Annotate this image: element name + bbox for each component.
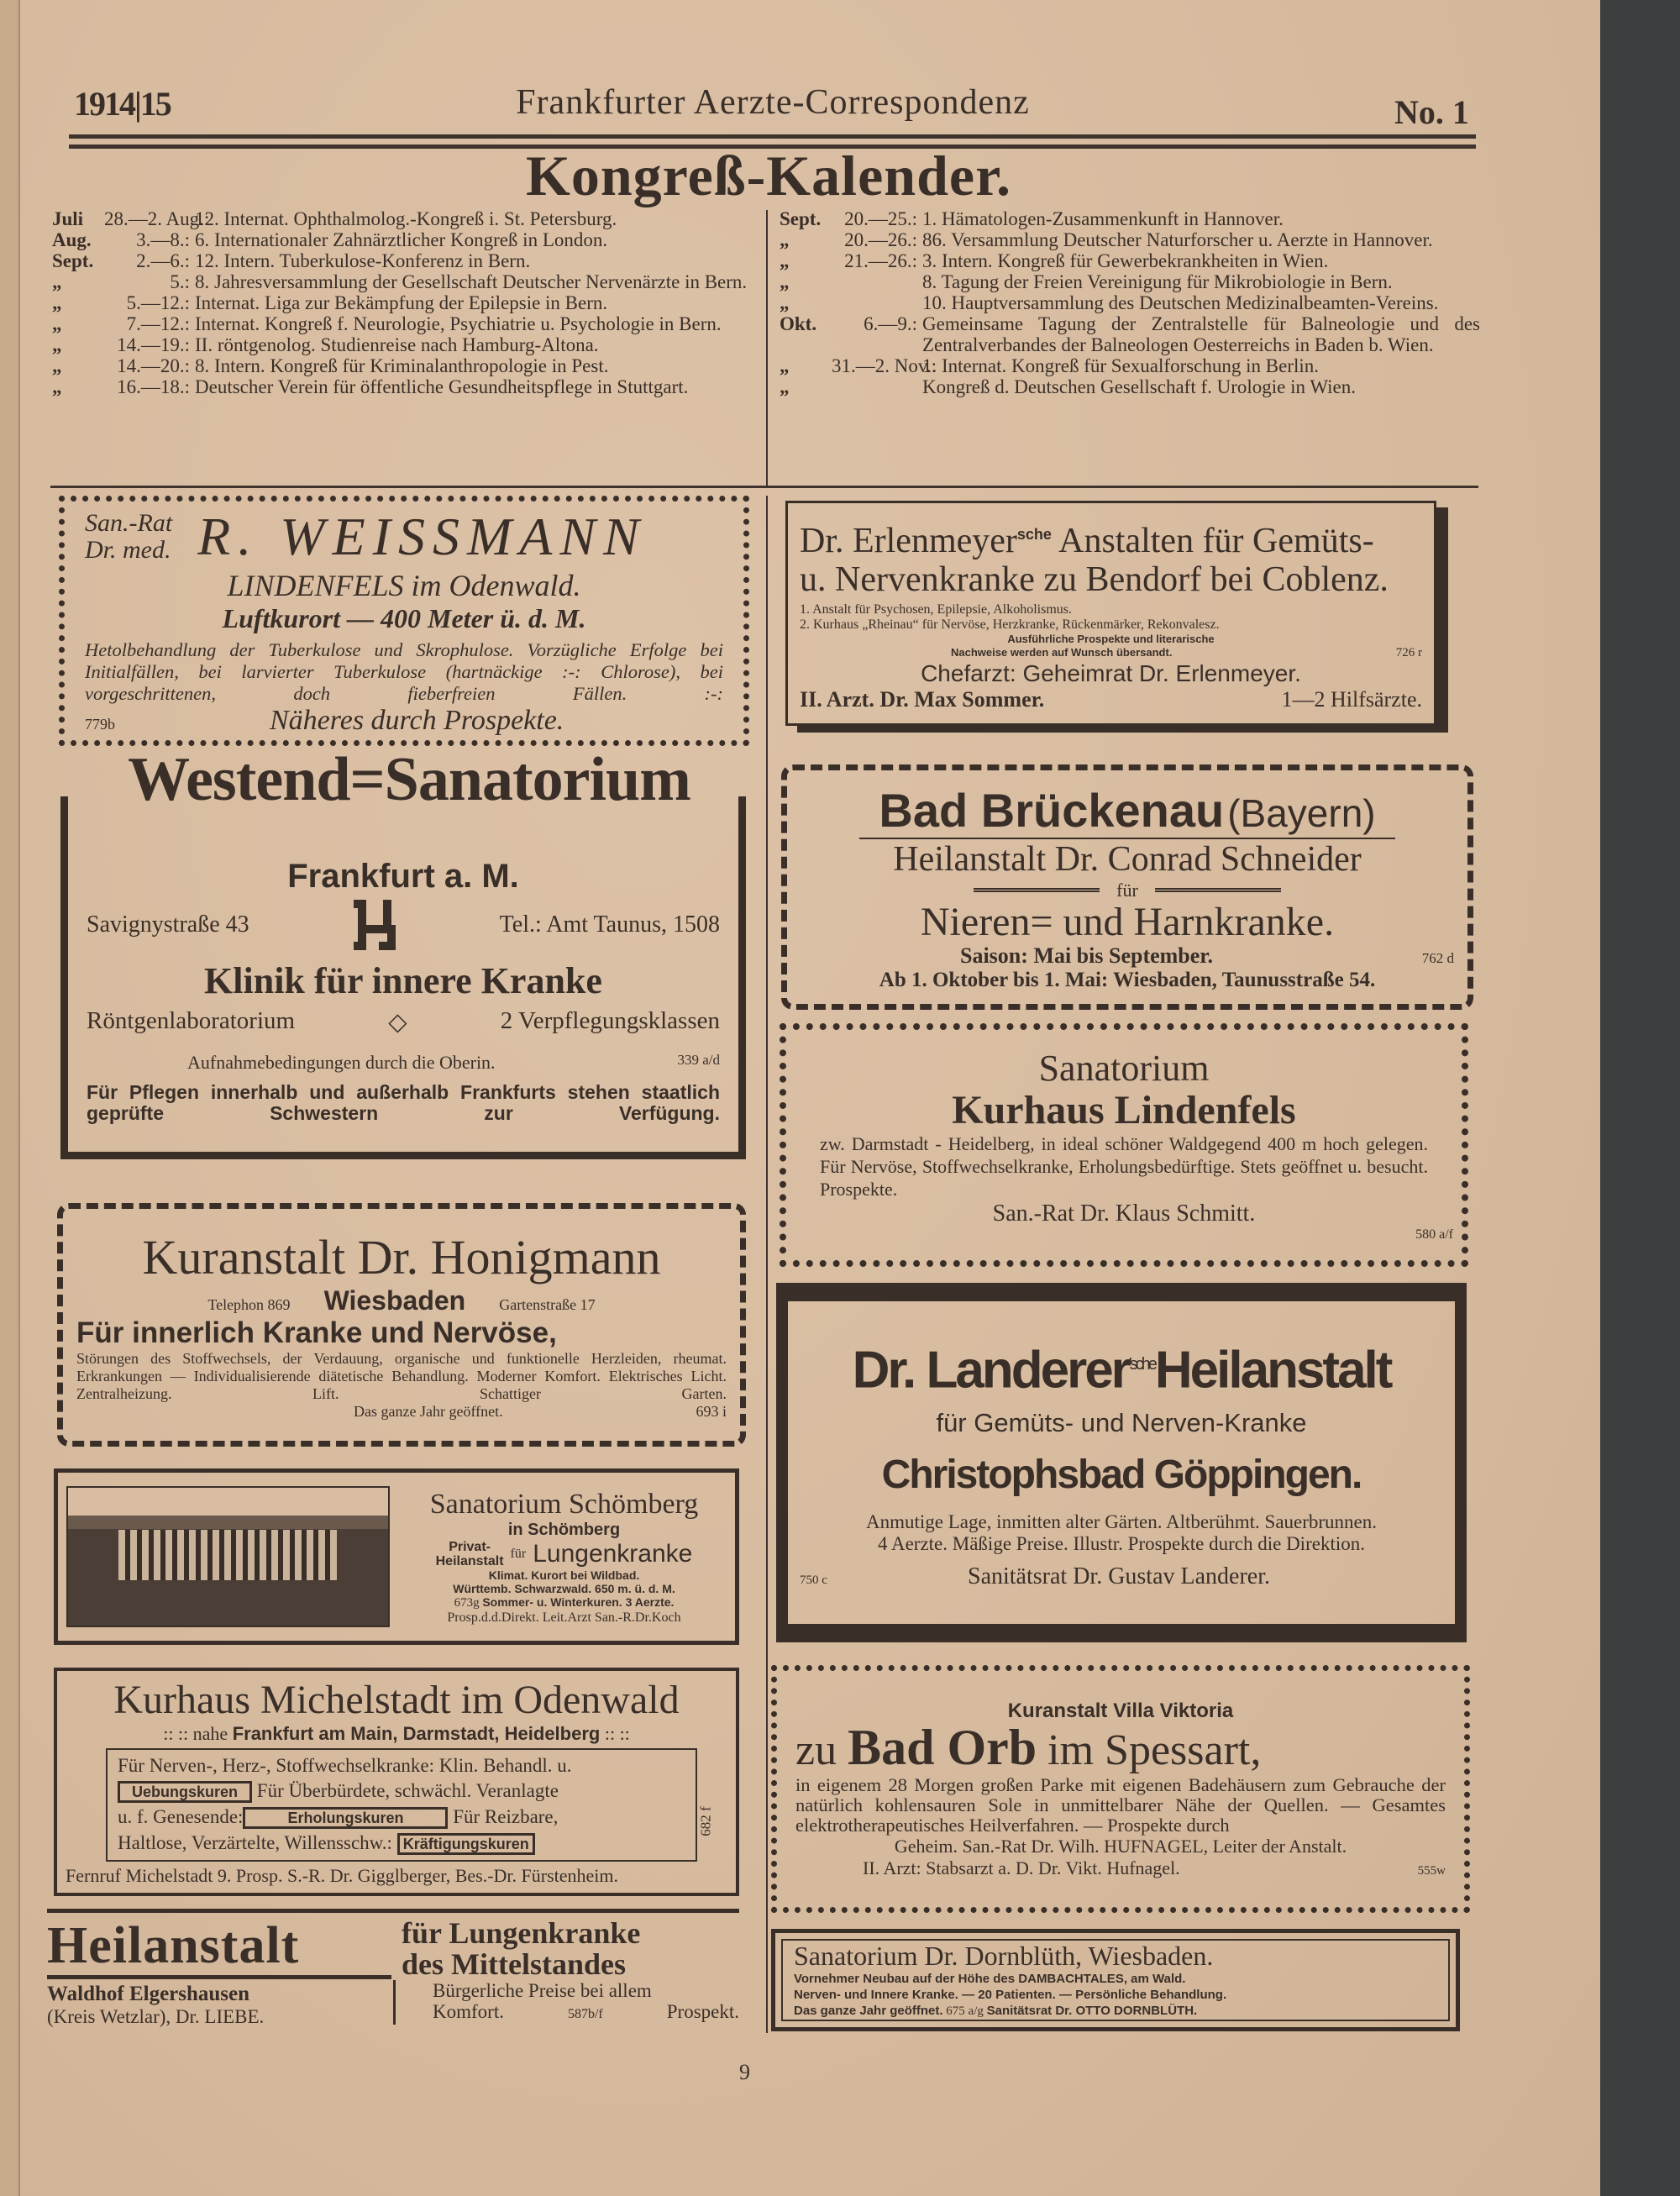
ad-westend xyxy=(60,745,746,1159)
ad-label: zu xyxy=(795,1726,837,1774)
ad-line: Komfort. xyxy=(433,2001,504,2022)
calendar-title: Kongreß-Kalender. xyxy=(525,144,1012,208)
ad-brueckenau xyxy=(781,764,1473,1010)
calendar-event: 10. Hauptversammlung des Deutschen Medizinalbeamten-Vereins. xyxy=(922,292,1439,313)
calendar-entry xyxy=(52,208,756,229)
ad-title: Kurhaus Lindenfels xyxy=(952,1087,1296,1132)
calendar-event: Internat. Kongreß f. Neurologie, Psychiatrie u. Psychologie in Bern. xyxy=(195,313,722,334)
ad-title-suffix: sche xyxy=(1016,525,1052,543)
calendar-month: „ xyxy=(52,313,62,334)
calendar-date: 7.—12.: xyxy=(126,313,190,334)
calendar-event: Kongreß d. Deutschen Gesellschaft f. Urologie in Wien. xyxy=(922,376,1357,397)
ad-name: Bad Orb xyxy=(848,1719,1037,1775)
calendar-entry xyxy=(780,292,1480,313)
calendar-date: 5.: xyxy=(170,271,190,292)
calendar-date: 3.—8.: xyxy=(136,229,190,250)
ad-open: Das ganze Jahr geöffnet. xyxy=(354,1403,503,1420)
ad-title: Kuranstalt Villa Viktoria xyxy=(1007,1699,1234,1722)
calendar-entry xyxy=(780,208,1480,229)
sanatorium-engraving-image xyxy=(66,1486,390,1627)
ad-title: Kuranstalt Dr. Honigmann xyxy=(142,1230,661,1285)
ad-code: 682 f xyxy=(697,1806,714,1836)
ad-code: 675 a/g xyxy=(946,2004,984,2018)
calendar-entry xyxy=(780,313,1480,355)
volume-label: 1914|15 xyxy=(74,85,171,123)
calendar-date: 28.—2. Aug.: xyxy=(104,208,210,229)
ad-title: Dr. Erlenmeyer xyxy=(800,521,1017,560)
calendar-event: 8. Intern. Kongreß für Kriminalanthropologie in Pest. xyxy=(195,355,609,376)
ad-footer: Fernruf Michelstadt 9. Prosp. S.-R. Dr. Gigglberger, Bes.-Dr. Fürstenheim. xyxy=(66,1865,619,1886)
column-divider xyxy=(766,210,768,486)
calendar-entry xyxy=(780,376,1480,397)
ad-line: Prospekt. xyxy=(666,2001,739,2022)
ad-line: Haltlose, Verzärtelte, Willensschw.: xyxy=(118,1832,392,1853)
calendar-month: „ xyxy=(780,271,790,292)
calendar-event: II. röntgenolog. Studienreise nach Hamburg-Altona. xyxy=(195,334,599,355)
ad-lab: Röntgenlaboratorium xyxy=(87,1007,296,1034)
calendar-entry xyxy=(52,334,756,355)
cross-symbol-icon xyxy=(354,896,396,954)
ad-specialty: Nieren= und Harnkranke. xyxy=(920,899,1335,944)
ad-subtitle: für Lungenkranke xyxy=(402,1916,641,1950)
ad-city: Wiesbaden xyxy=(323,1285,466,1316)
ad-line: Nachweise werden auf Wunsch übersandt. xyxy=(951,645,1173,659)
calendar-event: Deutscher Verein für öffentliche Gesundheitspflege in Stuttgart. xyxy=(195,376,689,397)
calendar-date: 31.—2. Nov.: xyxy=(832,355,937,376)
ad-body: Hetolbehandlung der Tuberkulose und Skrophulose. Vorzügliche Erfolge bei Initialfällen, bei larvierter Tuberkulose (hartnäckige :-: Chlorose), bei vorgeschrittenen, doch fieberfreien Fällen. :-: xyxy=(85,638,723,704)
ad-season: Saison: Mai bis September. xyxy=(960,943,1213,968)
column-divider xyxy=(766,496,768,2033)
ad-subtitle: Luftkurort — 400 Meter ü. d. M. xyxy=(222,602,586,633)
treatment-box xyxy=(106,1748,714,1862)
calendar-month: „ xyxy=(52,271,62,292)
ad-title: Sanatorium xyxy=(1038,1047,1210,1089)
calendar-date xyxy=(832,292,922,313)
ad-code: 555w xyxy=(1417,1863,1446,1878)
ad-title: Sanatorium Schömberg xyxy=(429,1488,699,1520)
calendar-month: Sept. xyxy=(52,250,94,271)
ad-place: Waldhof Elgershausen xyxy=(47,1983,250,2005)
ad-boxed-label: Uebungskuren xyxy=(118,1781,252,1803)
issue-number: No. 1 xyxy=(1394,93,1469,131)
ad-line: Nerven- und Innere Kranke. — 20 Patienten. — Persönliche Behandlung. xyxy=(794,1988,1227,2002)
ad-place: (Kreis Wetzlar), Dr. LIEBE. xyxy=(47,2006,265,2027)
ad-clinic: Klinik für innere Kranke xyxy=(204,960,602,1001)
ad-line: Ausführliche Prospekte und literarische xyxy=(1007,632,1215,645)
ad-doctor: Sanitätsrat Dr. Gustav Landerer. xyxy=(968,1563,1271,1590)
ad-line: 1. Anstalt für Psychosen, Epilepsie, Alkoholismus. xyxy=(800,602,1072,617)
calendar-entry xyxy=(780,229,1480,250)
ad-title-suffix: 'sche xyxy=(1128,1354,1155,1374)
ad-code: 750 c xyxy=(800,1573,827,1588)
ad-subtitle: Heilanstalt Dr. Conrad Schneider xyxy=(859,838,1395,880)
ad-body: in eigenem 28 Morgen großen Parke mit eigenen Badehäusern zum Gebrauche der natürlich kohlensauren Sole in unmittelbarer Nähe der Quellen. — Gesamtes elektrotherapeutisches Heilverfahren. — Prospekte durch xyxy=(795,1773,1446,1836)
ad-region: im Spessart, xyxy=(1047,1726,1262,1774)
calendar-month: „ xyxy=(52,334,62,355)
calendar-month: Okt. xyxy=(780,313,817,334)
ad-title: Dr. Landerer xyxy=(852,1341,1129,1400)
ad-michelstadt xyxy=(54,1668,739,1896)
calendar-event: 1. Hämatologen-Zusammenkunft in Hannover. xyxy=(922,208,1284,229)
ad-subtitle: des Mittelstandes xyxy=(402,1947,626,1981)
ad-place: LINDENFELS im Odenwald. xyxy=(227,568,581,602)
calendar-month: „ xyxy=(52,355,62,376)
calendar-entry xyxy=(52,250,756,271)
ad-line: Bürgerliche Preise bei allem xyxy=(433,1980,652,2001)
calendar-month: „ xyxy=(780,229,790,250)
calendar-date: 16.—18.: xyxy=(117,376,190,397)
calendar-month: Aug. xyxy=(52,229,92,250)
page-number: 9 xyxy=(739,2060,750,2084)
ad-code: 339 a/d xyxy=(677,1052,720,1068)
ad-admission: Aufnahmebedingungen durch die Oberin. xyxy=(187,1052,496,1073)
ad-subtitle: Frankfurt am Main, Darmstadt, Heidelberg xyxy=(232,1723,601,1744)
ad-city: Frankfurt a. M. xyxy=(287,858,519,895)
calendar-entry xyxy=(52,271,756,292)
ad-line: Sommer- u. Winterkuren. 3 Aerzte. xyxy=(482,1594,675,1609)
ad-boxed-label: Kräftigungskuren xyxy=(397,1833,535,1855)
calendar-event: 8. Tagung der Freien Vereinigung für Mikrobiologie in Bern. xyxy=(922,271,1393,292)
ad-place: Christophsbad Göppingen. xyxy=(881,1453,1362,1498)
ad-second-doctor: II. Arzt. Dr. Max Sommer. xyxy=(800,686,1045,712)
ad-label: Heilanstalt xyxy=(435,1553,504,1568)
ad-code: 580 a/f xyxy=(1415,1227,1453,1242)
ad-title-prefix: San.-Rat xyxy=(85,508,173,537)
calendar-event: 6. Internationaler Zahnärztlicher Kongreß in London. xyxy=(195,229,608,250)
ad-body: zw. Darmstadt - Heidelberg, in ideal schöner Waldgegend 400 m hoch gelegen. Für Nervöse, Stoffwechselkranke, Erholungsbedürftige. Stets geöffnet u. besucht. Prospekte. xyxy=(820,1132,1428,1200)
calendar-entry xyxy=(52,355,756,376)
ad-winter-address: Ab 1. Oktober bis 1. Mai: Wiesbaden, Taunusstraße 54. xyxy=(879,968,1376,991)
ad-nurses: Für Pflegen innerhalb und außerhalb Frankfurts stehen staatlich geprüfte Schwestern zur Verfügung. xyxy=(87,1081,720,1124)
ad-label: für xyxy=(1116,879,1138,901)
ad-title-prefix: Dr. med. xyxy=(85,535,171,564)
calendar-month: „ xyxy=(52,376,62,397)
ad-title: Heilanstalt xyxy=(1154,1341,1391,1400)
calendar-month: „ xyxy=(780,292,790,313)
ad-subtitle: in Schömberg xyxy=(507,1520,621,1539)
ad-code: 779b xyxy=(85,715,115,733)
building-illustration xyxy=(118,1530,337,1580)
ad-line: Das ganze Jahr geöffnet. xyxy=(794,2004,943,2018)
ad-landerer xyxy=(776,1283,1467,1642)
calendar-date: 20.—25.: xyxy=(844,208,917,229)
calendar-entry xyxy=(52,229,756,250)
ad-line: u. f. Genesende: xyxy=(118,1806,244,1827)
ad-schoemberg xyxy=(54,1468,739,1645)
calendar-date: 20.—26.: xyxy=(844,229,917,250)
ad-title: Sanatorium Dr. Dornblüth, Wiesbaden. xyxy=(794,1941,1214,1971)
ad-region: (Bayern) xyxy=(1227,791,1376,835)
ad-line: Klimat. Kurort bei Wildbad. xyxy=(488,1568,640,1582)
publication-title: Frankfurter Aerzte-Correspondenz xyxy=(516,83,1030,122)
ad-body: Störungen des Stoffwechsels, der Verdauung, organische und funktionelle Herzleiden, rheumat. Erkrankungen — Individualisierende diätetische Behandlung. Moderner Komfort. Elektrisches Licht. Zentralheizung. Lift. Schattiger Garten. xyxy=(76,1350,727,1402)
ad-line: Württemb. Schwarzwald. 650 m. ü. d. M. xyxy=(453,1581,675,1595)
ad-line: Für Reizbare, xyxy=(453,1806,559,1827)
ad-label: Privat- xyxy=(449,1539,491,1554)
calendar-date xyxy=(832,271,922,292)
ad-badorb xyxy=(771,1665,1470,1913)
ad-boxed-label: Erholungskuren xyxy=(243,1807,448,1829)
ad-title: Kurhaus Michelstadt im Odenwald xyxy=(113,1678,680,1722)
calendar-date: 6.—9.: xyxy=(864,313,917,334)
ad-erlenmeyer xyxy=(785,501,1436,726)
ad-honigmann xyxy=(57,1203,746,1447)
ad-code: 673g xyxy=(454,1595,480,1610)
ad-classes: 2 Verpflegungsklassen xyxy=(500,1007,720,1034)
calendar-month: „ xyxy=(780,376,790,397)
ad-ornament: :: :: xyxy=(604,1723,630,1744)
calendar-month: „ xyxy=(780,355,790,376)
ad-code: 587b/f xyxy=(567,2007,603,2021)
calendar-event: 8. Jahresversammlung der Gesellschaft Deutscher Nervenärzte in Bern. xyxy=(195,271,748,292)
calendar-event: 12. Intern. Tuberkulose-Konferenz in Bern. xyxy=(195,250,531,271)
ad-code: 762 d xyxy=(1421,949,1454,966)
ad-line: Sanitätsrat Dr. OTTO DORNBLÜTH. xyxy=(986,2004,1198,2018)
ad-rule xyxy=(47,1975,391,1979)
calendar-left-column xyxy=(52,208,756,397)
ad-lindenfels xyxy=(780,1023,1468,1267)
calendar-entry xyxy=(52,313,756,334)
ad-dornblueth xyxy=(771,1929,1460,2031)
calendar-month: „ xyxy=(52,292,62,313)
calendar-event: Gemeinsame Tagung der Zentralstelle für Balneologie und des Zentralverbandes der Balneologen Oesterreichs in Baden b. Wien. xyxy=(922,313,1480,355)
ad-line: 2. Kurhaus „Rheinau“ für Nervöse, Herzkranke, Rückenmärker, Rekonvalesz. xyxy=(800,617,1220,632)
ad-line: Für Nerven-, Herz-, Stoffwechselkranke: Klin. Behandl. u. xyxy=(118,1755,572,1776)
ad-label: für xyxy=(510,1546,527,1561)
ad-code: 726 r xyxy=(1395,645,1422,659)
ad-street: Gartenstraße 17 xyxy=(499,1296,596,1313)
calendar-rule xyxy=(50,486,1478,488)
ad-footer: Näheres durch Prospekte. xyxy=(270,704,564,736)
ad-title: Anstalten für Gemüts- xyxy=(1058,521,1374,560)
calendar-event: 1. Internat. Kongreß für Sexualforschung in Berlin. xyxy=(922,355,1320,376)
calendar-event: Internat. Liga zur Bekämpfung der Epilepsie in Bern. xyxy=(195,292,608,313)
ad-doctor: San.-Rat Dr. Klaus Schmitt. xyxy=(992,1200,1256,1227)
ad-weissmann xyxy=(59,496,749,746)
ad-phone: Telephon 869 xyxy=(207,1296,291,1313)
ad-specialty: Lungenkranke xyxy=(533,1539,693,1568)
calendar-entry xyxy=(52,376,756,397)
ad-subtitle: für Gemüts- und Nerven-Kranke xyxy=(936,1408,1307,1438)
ad-name: R. WEISSMANN xyxy=(197,506,647,566)
calendar-month: Sept. xyxy=(780,208,822,229)
ad-headline: Für innerlich Kranke und Nervöse, xyxy=(76,1316,557,1349)
calendar-date: 5.—12.: xyxy=(126,292,190,313)
calendar-month: Juli xyxy=(52,208,84,229)
calendar-event: 12. Internat. Ophthalmolog.-Kongreß i. St. Petersburg. xyxy=(195,208,617,229)
calendar-date xyxy=(832,376,922,397)
calendar-date: 14.—19.: xyxy=(117,334,190,355)
ad-line: 4 Aerzte. Mäßige Preise. Illustr. Prospekte durch die Direktion. xyxy=(878,1533,1365,1555)
calendar-entry xyxy=(52,292,756,313)
calendar-entry xyxy=(780,355,1480,376)
header-rule xyxy=(69,134,1476,139)
ad-phone: Tel.: Amt Taunus, 1508 xyxy=(499,911,720,938)
calendar-entry xyxy=(780,250,1480,271)
ad-code: 693 i xyxy=(696,1403,727,1420)
calendar-right-column xyxy=(780,208,1480,397)
ad-elgershausen xyxy=(47,1909,739,2035)
ad-line: Prosp.d.d.Direkt. Leit.Arzt San.-R.Dr.Koch xyxy=(447,1610,681,1625)
ad-title: Westend=Sanatorium xyxy=(128,745,690,814)
calendar-event: 3. Intern. Kongreß für Gewerbekrankheiten in Wien. xyxy=(922,250,1329,271)
diamond-icon: ◇ xyxy=(388,1009,407,1036)
ad-title: Heilanstalt xyxy=(47,1917,300,1974)
ad-doctor: Geheim. San.-Rat Dr. Wilh. HUFNAGEL, Leiter der Anstalt. xyxy=(894,1835,1347,1857)
ad-title: Bad Brückenau xyxy=(879,783,1225,837)
calendar-month: „ xyxy=(780,250,790,271)
ad-ornament: :: :: nahe xyxy=(163,1723,228,1744)
calendar-date: 2.—6.: xyxy=(136,250,190,271)
ad-chief: Chefarzt: Geheimrat Dr. Erlenmeyer. xyxy=(921,659,1301,686)
ad-assistants: 1—2 Hilfsärzte. xyxy=(1281,686,1422,712)
calendar-date: 14.—20.: xyxy=(117,355,190,376)
calendar-event: 86. Versammlung Deutscher Naturforscher u. Aerzte in Hannover. xyxy=(922,229,1433,250)
ad-line: Für Überbürdete, schwächl. Veranlagte xyxy=(256,1780,559,1801)
ad-line: Vornehmer Neubau auf der Höhe des DAMBACHTALES, am Wald. xyxy=(794,1972,1186,1986)
ad-title: u. Nervenkranke zu Bendorf bei Coblenz. xyxy=(800,560,1389,599)
calendar-date: 21.—26.: xyxy=(844,250,917,271)
ad-street: Savignystraße 43 xyxy=(87,911,249,938)
calendar-entry xyxy=(780,271,1480,292)
ad-line: Anmutige Lage, inmitten alter Gärten. Altberühmt. Sauerbrunnen. xyxy=(865,1511,1378,1533)
ad-second-doctor: II. Arzt: Stabsarzt a. D. Dr. Vikt. Hufnagel. xyxy=(863,1857,1180,1878)
